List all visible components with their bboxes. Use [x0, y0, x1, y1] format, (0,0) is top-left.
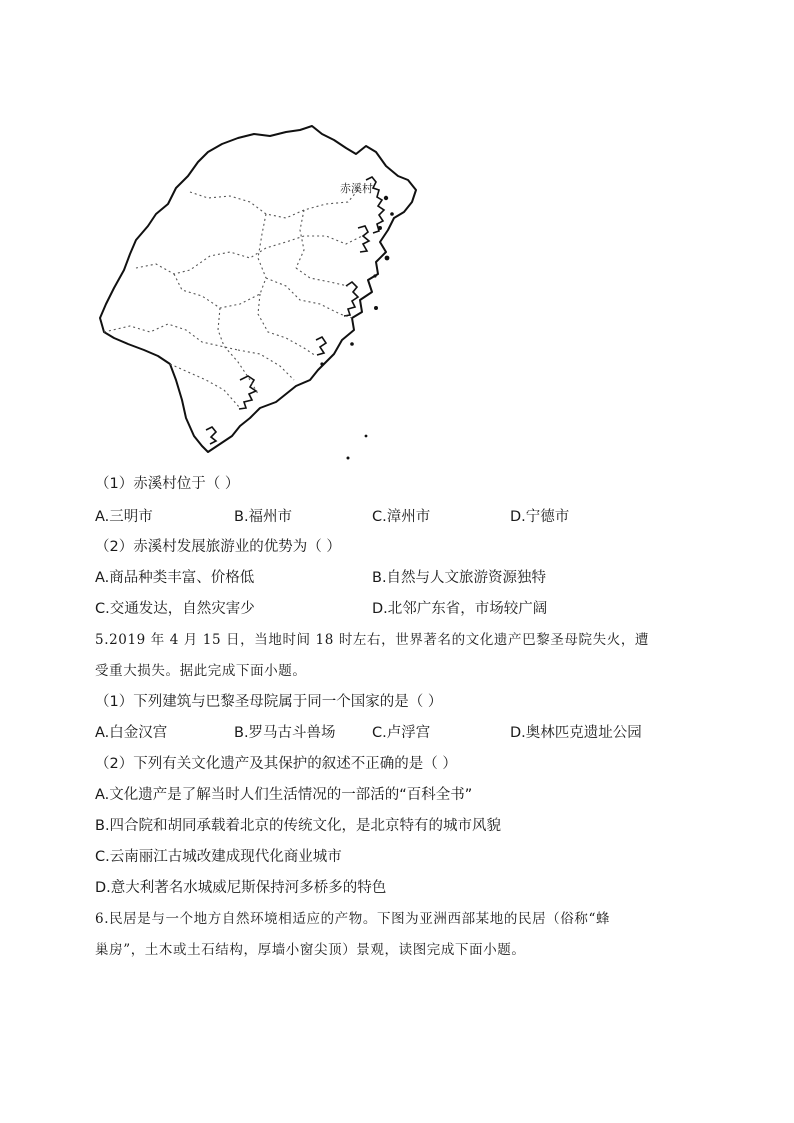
q5-p2-option-d[interactable]: D.意大利著名水城威尼斯保持河多桥多的特色 — [95, 880, 387, 896]
q5-p2-option-c[interactable]: C.云南丽江古城改建成现代化商业城市 — [95, 849, 342, 865]
q5-p2-stem: （2）下列有关文化遗产及其保护的叙述不正确的是（ ） — [95, 756, 457, 772]
map-label-chixi-village: 赤溪村 — [340, 182, 373, 195]
q5-intro-line-1: 5.2019 年 4 月 15 日，当地时间 18 时左右，世界著名的文化遗产巴黎圣母院失火，遭 — [95, 632, 650, 648]
q5-p2-option-a[interactable]: A.文化遗产是了解当时人们生活情况的一部活的“百科全书” — [95, 787, 473, 803]
q4-p1-option-d[interactable]: D.宁德市 — [510, 509, 570, 525]
q5-p2-option-b[interactable]: B.四合院和胡同承载着北京的传统文化，是北京特有的城市风貌 — [95, 818, 502, 834]
q5-p1-option-b[interactable]: B.罗马古斗兽场 — [234, 725, 336, 741]
q4-p2-option-b[interactable]: B.自然与人文旅游资源独特 — [372, 570, 547, 586]
q6-intro-line-1: 6.民居是与一个地方自然环境相适应的产物。下图为亚洲西部某地的民居（俗称“蜂 — [95, 911, 611, 927]
coastline-detail — [206, 177, 384, 444]
q4-p2-option-c[interactable]: C.交通发达，自然灾害少 — [95, 601, 255, 617]
q4-p1-option-a[interactable]: A.三明市 — [95, 509, 153, 525]
q5-p1-option-d[interactable]: D.奥林匹克遗址公园 — [510, 725, 642, 741]
q5-p1-stem: （1）下列建筑与巴黎圣母院属于同一个国家的是（ ） — [95, 694, 443, 710]
province-outline — [100, 126, 416, 452]
q4-p1-option-c[interactable]: C.漳州市 — [372, 509, 431, 525]
q5-intro-line-2: 受重大损失。据此完成下面小题。 — [95, 663, 307, 679]
q5-p1-option-c[interactable]: C.卢浮宫 — [372, 725, 431, 741]
q4-p2-option-a[interactable]: A.商品种类丰富、价格低 — [95, 570, 255, 586]
fujian-map — [90, 118, 430, 463]
q6-intro-line-2: 巢房”，土木或土石结构，厚墙小窗尖顶）景观，读图完成下面小题。 — [95, 942, 526, 958]
q5-p1-option-a[interactable]: A.白金汉宫 — [95, 725, 168, 741]
city-boundaries — [104, 190, 362, 408]
fujian-map-figure — [90, 118, 430, 463]
q4-p2-stem: （2）赤溪村发展旅游业的优势为（ ） — [95, 539, 341, 555]
q4-p2-option-d[interactable]: D.北邻广东省，市场较广阔 — [372, 601, 548, 617]
q4-p1-option-b[interactable]: B.福州市 — [234, 509, 293, 525]
coastal-islands — [320, 196, 393, 460]
q4-p1-stem: （1）赤溪村位于（ ） — [95, 476, 240, 492]
